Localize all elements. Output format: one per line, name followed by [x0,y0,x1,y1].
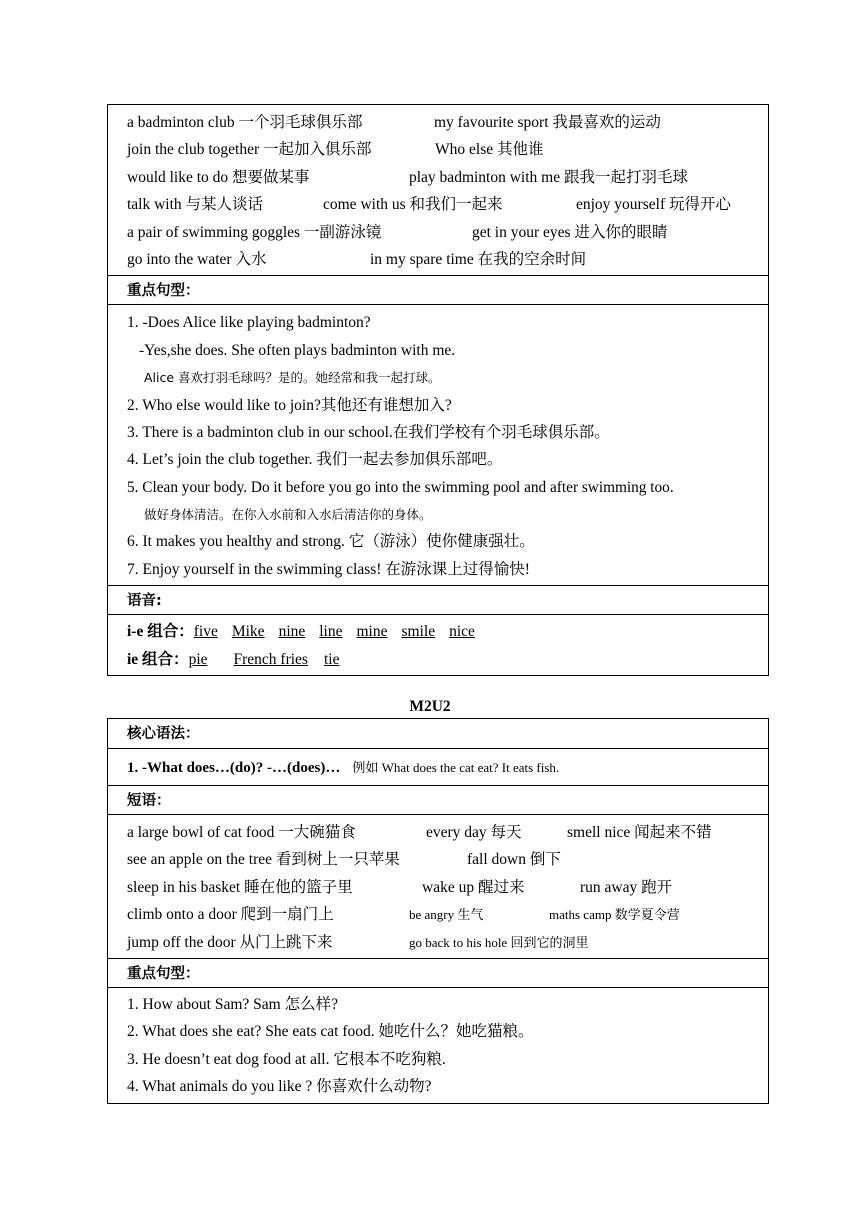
phrase-row [127,136,768,163]
grammar-section [108,748,768,785]
phrase-row [127,109,768,136]
phrase: in my spare time 在我的空余时间 [370,250,587,268]
m2u2-table [107,718,769,1104]
phrase-row [127,846,768,873]
phonics-label: i-e 组合： [127,623,194,641]
section-title: M2U2 [409,698,451,715]
phrase: fall down 倒下 [467,851,561,869]
sentence: 4. What animals do you like ? 你喜欢什么动物? [127,1078,432,1096]
phrase: go back to his hole 回到它的洞里 [409,934,589,950]
key-sentences-header: 重点句型： [108,958,768,987]
phonics-header: 语音: [108,585,768,614]
phrase-row [127,191,768,218]
sentence: 2. What does she eat? She eats cat food. 她吃什么？她吃猫粮。 [127,1023,534,1041]
phonics-word: Mike [231,623,265,641]
phrase: a badminton club 一个羽毛球俱乐部 [127,114,363,131]
sentence: 5. Clean your body. Do it before you go into the swimming pool and after swimming too. [127,478,674,496]
phonics-section [108,614,768,675]
phonics-word: mine [356,623,388,641]
sentence: -Yes,she does. She often plays badminton with me. [139,341,456,359]
phrase: go into the water 入水 [127,250,267,268]
sentence: 1. How about Sam? Sam 怎么样? [127,995,338,1013]
phrase-row [127,219,768,246]
sentence: Alice 喜欢打羽毛球吗？是的。她经常和我一起打球。 [144,370,441,386]
phrase: get in your eyes 进入你的眼睛 [472,223,668,241]
m2u1-table [107,104,769,676]
phrase: wake up 醒过来 [422,878,525,896]
phrase: Who else 其他谁 [435,141,544,159]
m2u1-key-sentences [108,304,768,585]
phrase: come with us 和我们一起来 [323,196,503,214]
phrase-row [127,164,768,191]
phrase: smell nice 闻起来不错 [567,824,712,841]
phonics-row-ie [127,618,768,645]
phrase: see an apple on the tree 看到树上一只苹果 [127,851,400,869]
grammar-header: 核心语法： [127,726,200,742]
grammar-main: 1. -What does…(do)? -…(does)… [127,760,341,776]
phrase: my favourite sport 我最喜欢的运动 [434,114,661,131]
phrase-row [127,874,768,901]
phonics-word: nice [449,623,475,641]
phonics-word: nine [278,623,306,641]
m2u1-phrases-section [108,105,768,275]
phonics-word: five [193,623,218,641]
grammar-example: 例如 What does the cat eat? It eats fish. [352,760,560,775]
phonics-word: line [319,623,343,641]
phrase: run away 跑开 [580,878,673,896]
phonics-word: tie [323,650,340,668]
phrase-row [127,819,768,846]
phrase: maths camp 数学夏令营 [549,907,680,923]
phonics-word: pie [188,650,208,668]
sentence: 6. It makes you healthy and strong. 它（游泳）使你健康强壮。 [127,533,535,551]
phrase: jump off the door 从门上跳下来 [127,933,333,951]
m2u2-key-sentences [108,987,768,1103]
sentence: 7. Enjoy yourself in the swimming class! 在游泳课上过得愉快! [127,560,530,578]
phrase: climb onto a door 爬到一扇门上 [127,906,334,924]
phrase: sleep in his basket 睡在他的篮子里 [127,878,353,896]
phonics-word: French fries [233,650,308,668]
key-sentences-header: 重点句型： [108,275,768,304]
phrase: talk with 与某人谈话 [127,196,264,214]
phonics-row-ie2 [127,646,768,673]
sentence: 2. Who else would like to join?其他还有谁想加入? [127,396,452,414]
phrase: would like to do 想要做某事 [127,168,310,186]
phrase: be angry 生气 [409,907,484,923]
phonics-word: smile [401,623,436,641]
phrase-row [127,929,768,956]
m2u2-phrases-section [108,814,768,958]
phonics-label: ie 组合： [127,650,189,668]
phrase: enjoy yourself 玩得开心 [576,196,731,214]
phrase: a large bowl of cat food 一大碗猫食 [127,824,356,841]
sentence: 3. He doesn’t eat dog food at all. 它根本不吃狗粮. [127,1050,446,1068]
phrase: every day 每天 [426,824,522,841]
phrase: a pair of swimming goggles 一副游泳镜 [127,223,382,241]
phrase: play badminton with me 跟我一起打羽毛球 [409,168,688,186]
sentence: 做好身体清洁。在你入水前和入水后清洁你的身体。 [144,507,432,523]
sentence: 3. There is a badminton club in our school.在我们学校有个羽毛球俱乐部。 [127,423,610,441]
phrases-header: 短语： [108,785,768,814]
phrase-row [127,246,768,273]
phrase: join the club together 一起加入俱乐部 [127,141,372,159]
sentence: 1. -Does Alice like playing badminton? [127,314,371,332]
phrase-row [127,901,768,928]
sentence: 4. Let’s join the club together. 我们一起去参加俱乐部吧。 [127,451,503,469]
